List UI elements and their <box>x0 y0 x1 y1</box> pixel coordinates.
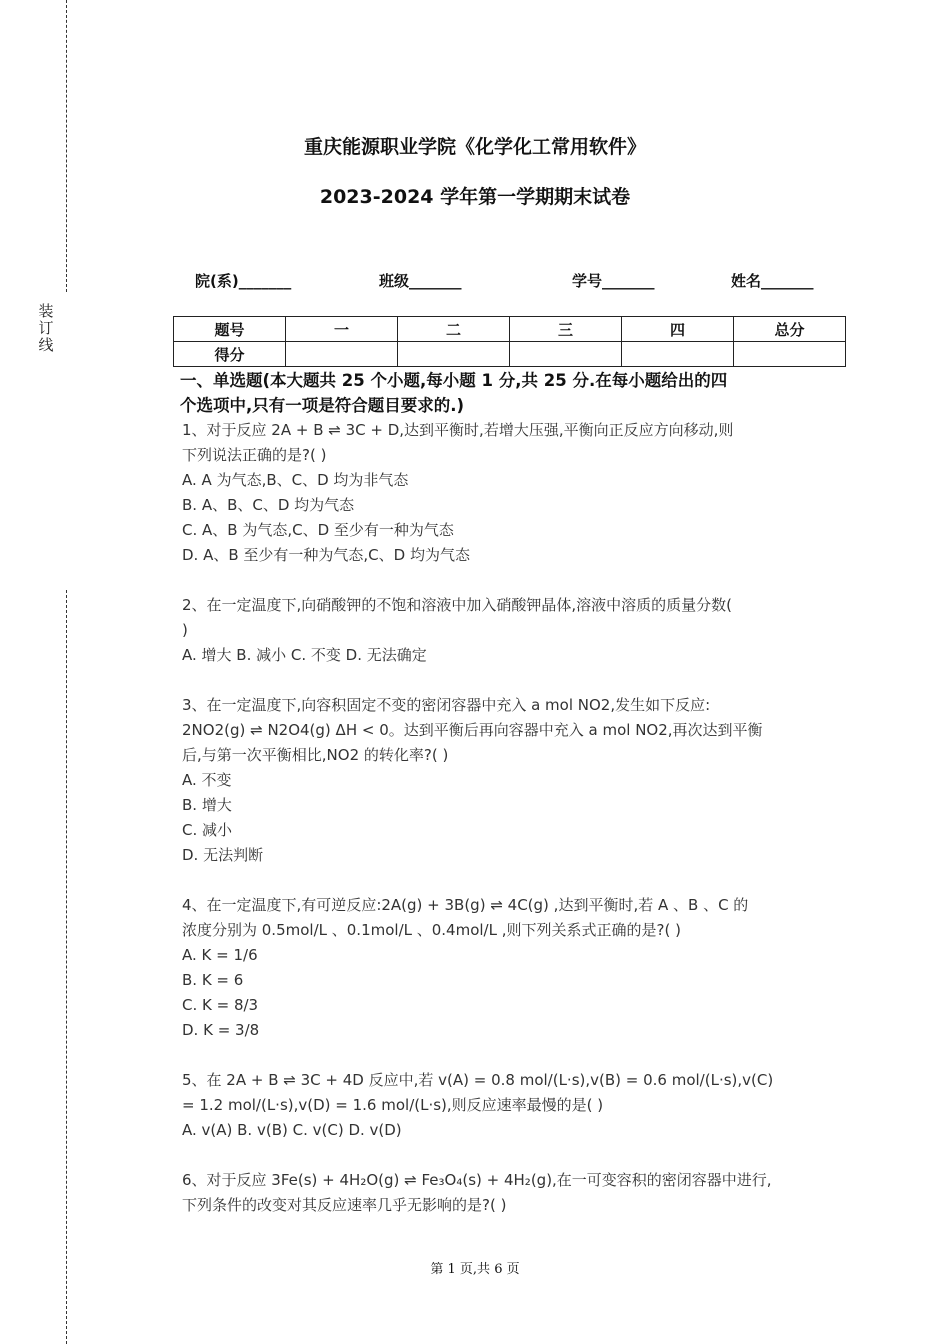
question-stem: 6、对于反应 3Fe(s) + 4H₂O(g) ⇌ Fe₃O₄(s) + 4H₂(g),在一可变容积的密闭容器中进行, <box>182 1171 772 1189</box>
question-stem: ) <box>182 621 188 639</box>
question-stem: 下列说法正确的是?( ) <box>182 446 327 464</box>
options-line: A. 增大 B. 减小 C. 不变 D. 无法确定 <box>182 646 427 664</box>
binding-char: 线 <box>38 336 54 354</box>
option: B. K = 6 <box>182 971 244 989</box>
question-5 <box>182 1068 842 1143</box>
score-table-score-row <box>174 342 846 367</box>
option: A. 不变 <box>182 771 232 789</box>
options-line: A. v(A) B. v(B) C. v(C) D. v(D) <box>182 1121 402 1139</box>
option: B. A、B、C、D 均为气态 <box>182 496 355 514</box>
name-field[interactable]: 姓名_______ <box>731 272 814 290</box>
score-header-cell: 题号 <box>174 317 286 342</box>
score-header-cell: 一 <box>286 317 398 342</box>
score-header-cell: 二 <box>398 317 510 342</box>
binding-label <box>36 303 56 354</box>
question-stem: 5、在 2A + B ⇌ 3C + 4D 反应中,若 v(A) = 0.8 mol/(L·s),v(B) = 0.6 mol/(L·s),v(C) <box>182 1071 774 1089</box>
score-header-cell: 三 <box>510 317 622 342</box>
score-cell[interactable] <box>510 342 622 367</box>
score-row-label: 得分 <box>174 342 286 367</box>
option: D. K = 3/8 <box>182 1021 260 1039</box>
question-2 <box>182 593 842 668</box>
question-stem: 4、在一定温度下,有可逆反应:2A(g) + 3B(g) ⇌ 4C(g) ,达到平衡时,若 A 、B 、C 的 <box>182 896 749 914</box>
score-cell[interactable] <box>398 342 510 367</box>
question-4 <box>182 893 842 1043</box>
score-table-header-row <box>174 317 846 342</box>
question-stem: 1、对于反应 2A + B ⇌ 3C + D,达到平衡时,若增大压强,平衡向正反应方向移动,则 <box>182 421 734 439</box>
question-6 <box>182 1168 842 1218</box>
exam-content <box>182 368 842 1218</box>
option: D. A、B 至少有一种为气态,C、D 均为气态 <box>182 546 470 564</box>
page-footer: 第 1 页,共 6 页 <box>430 1262 520 1277</box>
exam-title-line2: 2023-2024 学年第一学期期末试卷 <box>319 186 631 208</box>
question-stem: 2NO2(g) ⇌ N2O4(g) ΔH < 0。达到平衡后再向容器中充入 a mol NO2,再次达到平衡 <box>182 721 763 739</box>
score-header-cell: 四 <box>622 317 734 342</box>
score-cell[interactable] <box>734 342 846 367</box>
option: A. A 为气态,B、C、D 均为非气态 <box>182 471 409 489</box>
department-field[interactable]: 院(系)_______ <box>195 272 292 290</box>
option: B. 增大 <box>182 796 232 814</box>
binding-char: 订 <box>38 319 54 337</box>
option: C. 减小 <box>182 821 233 839</box>
exam-title-line1: 重庆能源职业学院《化学化工常用软件》 <box>303 136 646 158</box>
question-stem: = 1.2 mol/(L·s),v(D) = 1.6 mol/(L·s),则反应速率最慢的是( ) <box>182 1096 604 1114</box>
score-table <box>173 316 846 367</box>
question-stem: 3、在一定温度下,向容积固定不变的密闭容器中充入 a mol NO2,发生如下反应: <box>182 696 711 714</box>
option: C. A、B 为气态,C、D 至少有一种为气态 <box>182 521 454 539</box>
binding-char: 装 <box>38 302 54 320</box>
question-stem: 浓度分别为 0.5mol/L 、0.1mol/L 、0.4mol/L ,则下列关系式正确的是?( ) <box>182 921 681 939</box>
question-stem: 下列条件的改变对其反应速率几乎无影响的是?( ) <box>182 1196 507 1214</box>
score-cell[interactable] <box>622 342 734 367</box>
score-header-cell: 总分 <box>734 317 846 342</box>
section1-heading-line2: 个选项中,只有一项是符合题目要求的.) <box>180 396 465 415</box>
score-cell[interactable] <box>286 342 398 367</box>
option: D. 无法判断 <box>182 846 264 864</box>
class-field[interactable]: 班级_______ <box>379 272 462 290</box>
section1-heading-line1: 一、单选题(本大题共 25 个小题,每小题 1 分,共 25 分.在每小题给出的四 <box>180 371 728 390</box>
student-id-field[interactable]: 学号_______ <box>572 272 655 290</box>
question-stem: 2、在一定温度下,向硝酸钾的不饱和溶液中加入硝酸钾晶体,溶液中溶质的质量分数( <box>182 596 732 614</box>
question-1 <box>182 418 842 568</box>
question-stem: 后,与第一次平衡相比,NO2 的转化率?( ) <box>182 746 449 764</box>
option: C. K = 8/3 <box>182 996 259 1014</box>
binding-dashed-line-bottom <box>66 590 67 1344</box>
question-3 <box>182 693 842 868</box>
section1-heading <box>180 368 844 418</box>
option: A. K = 1/6 <box>182 946 258 964</box>
